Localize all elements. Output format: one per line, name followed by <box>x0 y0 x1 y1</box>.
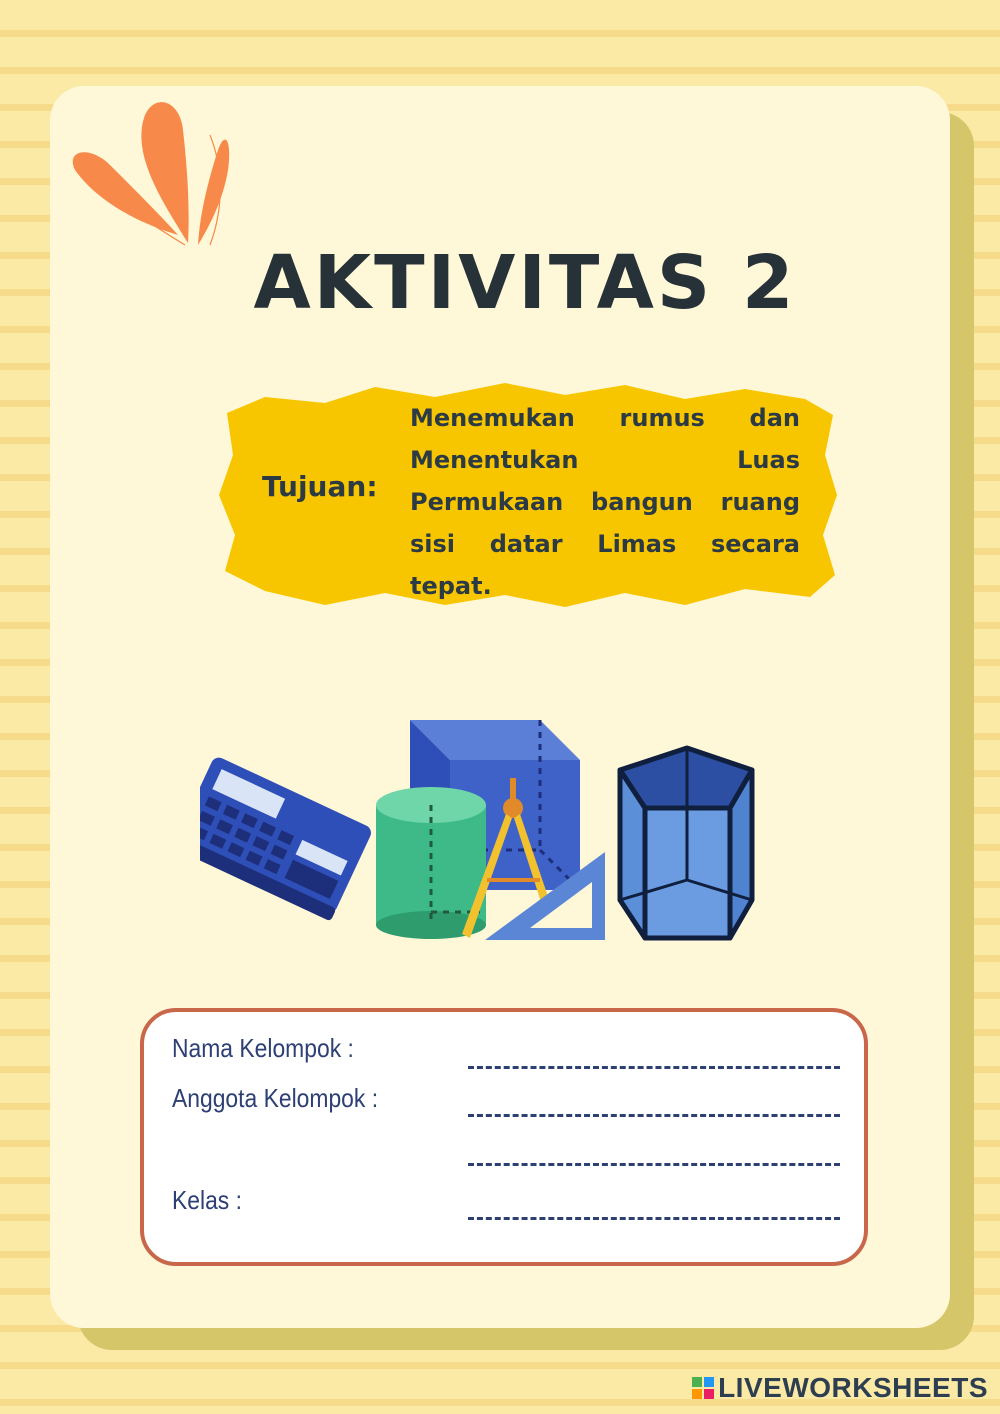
page-title: AKTIVITAS 2 <box>253 240 797 326</box>
goal-text: Menemukan rumus dan Menentukan Luas Permukaan bangun ruang sisi datar Limas secara tepat. <box>410 404 800 600</box>
watermark-text: LIVEWORKSHEETS <box>718 1372 988 1403</box>
class-field[interactable] <box>468 1217 840 1220</box>
members-label: Anggota Kelompok : <box>172 1083 379 1113</box>
liveworksheets-watermark <box>692 1372 988 1404</box>
liveworksheets-logo-icon <box>692 1377 714 1399</box>
petal-decoration-icon <box>60 95 240 255</box>
members-field-1[interactable] <box>468 1114 840 1117</box>
class-label: Kelas : <box>172 1185 242 1215</box>
members-field-2[interactable] <box>468 1163 840 1166</box>
calculator-icon <box>200 755 374 921</box>
pentagonal-prism-icon <box>620 748 752 938</box>
group-name-field[interactable] <box>468 1066 840 1069</box>
goal-label: Tujuan: <box>262 470 378 503</box>
group-name-label: Nama Kelompok : <box>172 1033 354 1063</box>
math-tools-illustration <box>200 700 770 960</box>
